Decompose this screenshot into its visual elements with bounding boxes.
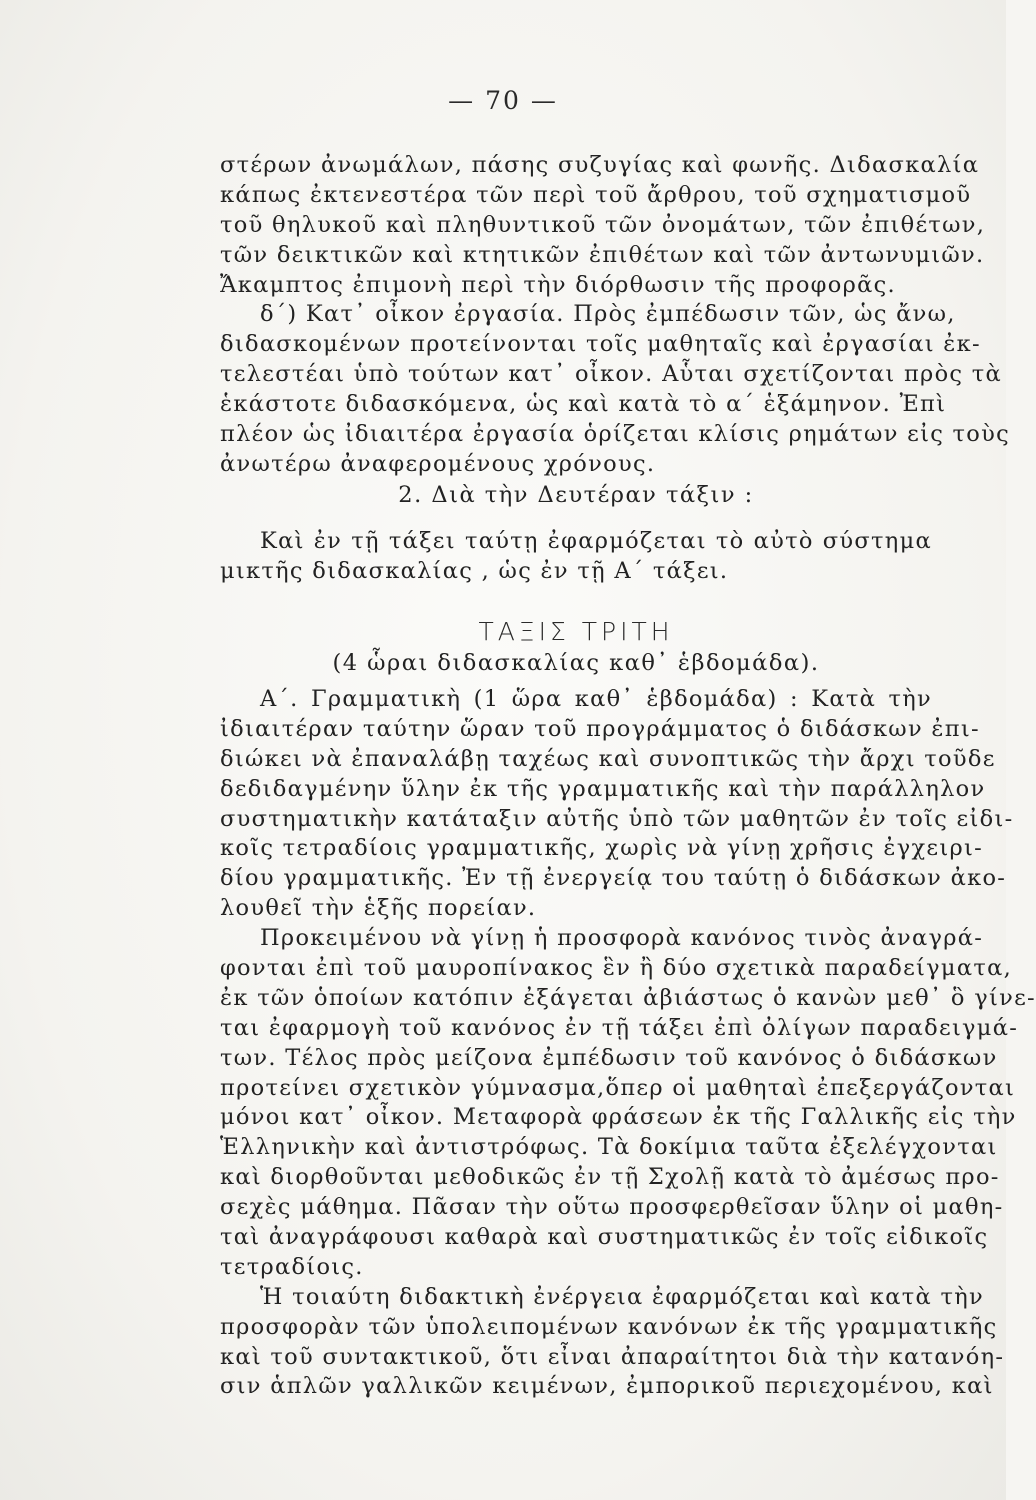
text-line: Ἡ τοιαύτη διδακτικὴ ἐνέργεια ἐφαρμόζεται καὶ κατὰ τὴν bbox=[260, 1283, 984, 1310]
text-line: σιν ἁπλῶν γαλλικῶν κειμένων, ἐμπορικοῦ περιεχομένου, καὶ bbox=[220, 1373, 994, 1400]
text-line: δ΄) Κατ᾽ οἶκον ἐργασία. Πρὸς ἐμπέδωσιν τῶν, ὡς ἄνω, bbox=[260, 301, 956, 328]
text-line: τετραδίοις. bbox=[220, 1253, 364, 1280]
text-line: μικτῆς διδασκαλίας , ὡς ἐν τῇ Α΄ τάξει. bbox=[220, 557, 729, 584]
text-line: μόνοι κατ᾽ οἶκον. Μεταφορὰ φράσεων ἐκ τῆς Γαλλικῆς εἰς τὴν bbox=[220, 1104, 1017, 1131]
text-line: διδασκομένων προτείνονται τοῖς μαθηταῖς καὶ ἐργασίαι ἐκ- bbox=[220, 331, 981, 358]
text-line: των. Τέλος πρὸς μείζονα ἐμπέδωσιν τοῦ κανόνος ὁ διδάσκων bbox=[220, 1044, 998, 1071]
text-line: δίου γραμματικῆς. Ἐν τῇ ἐνεργείᾳ του ταύτῃ ὁ διδάσκων ἀκο- bbox=[220, 865, 1007, 892]
section-subheading: (4 ὧραι διδασκαλίας καθ᾽ ἑβδομάδα). bbox=[332, 650, 820, 676]
text-line: πλέον ὡς ἰδιαιτέρα ἐργασία ὁρίζεται κλίσις ρημάτων εἰς τοὺς bbox=[220, 421, 1011, 448]
paragraph-block-1 bbox=[220, 151, 1011, 480]
text-line: ἑκάστοτε διδασκόμενα, ὡς καὶ κατὰ τὸ α΄ ἑξάμηνον. Ἐπὶ bbox=[220, 391, 947, 418]
text-line: ταὶ ἀναγράφουσι καθαρὰ καὶ συστηματικῶς ἐν τοῖς εἰδικοῖς bbox=[220, 1224, 989, 1251]
text-line: ται ἐφαρμογὴ τοῦ κανόνος ἐν τῇ τάξει ἐπὶ ὀλίγων παραδειγμά- bbox=[220, 1014, 1019, 1041]
text-line: στέρων ἀνωμάλων, πάσης συζυγίας καὶ φωνῆς. Διδασκαλία bbox=[220, 152, 980, 178]
text-line: Προκειμένου νὰ γίνῃ ἡ προσφορὰ κανόνος τινὸς ἀναγρά- bbox=[260, 925, 984, 952]
text-line: Καὶ ἐν τῇ τάξει ταύτῃ ἐφαρμόζεται τὸ αὐτὸ σύστημα bbox=[260, 528, 932, 554]
text-line: τῶν δεικτικῶν καὶ κτητικῶν ἐπιθέτων καὶ τῶν ἀντωνυμιῶν. bbox=[220, 241, 985, 268]
text-line: φονται ἐπὶ τοῦ μαυροπίνακος ἓν ἢ δύο σχετικὰ παραδείγματα, bbox=[220, 955, 1013, 982]
text-line: καὶ διορθοῦνται μεθοδικῶς ἐν τῇ Σχολῇ κατὰ τὸ ἀμέσως προ- bbox=[220, 1164, 1000, 1191]
text-line: κάπως ἐκτενεστέρα τῶν περὶ τοῦ ἄρθρου, τοῦ σχηματισμοῦ bbox=[220, 181, 972, 208]
text-line: προσφορὰν τῶν ὑπολειπομένων κανόνων ἐκ τῆς γραμματικῆς bbox=[220, 1313, 998, 1340]
text-line: ἐκ τῶν ὁποίων κατόπιν ἐξάγεται ἀβιάστως ὁ κανὼν μεθ᾽ ὃ γίνε- bbox=[220, 984, 1036, 1011]
text-line: δεδιδαγμένην ὕλην ἐκ τῆς γραμματικῆς καὶ τὴν παράλληλον bbox=[220, 775, 986, 802]
text-line: ἰδιαιτέραν ταύτην ὥραν τοῦ προγράμματος ὁ διδάσκων ἐπι- bbox=[220, 715, 980, 742]
text-line: προτείνει σχετικὸν γύμνασμα,ὅπερ οἱ μαθηταὶ ἐπεξεργάζονται bbox=[220, 1074, 1016, 1101]
text-line: διώκει νὰ ἐπαναλάβῃ ταχέως καὶ συνοπτικῶς τὴν ἄρχι τοῦδε bbox=[220, 745, 996, 772]
text-line: Ἑλληνικὴν καὶ ἀντιστρόφως. Τὰ δοκίμια ταῦτα ἐξελέγχονται bbox=[220, 1134, 998, 1161]
page-number: — 70 — bbox=[448, 86, 558, 115]
section-label: 2. Διὰ τὴν Δευτέραν τάξιν : bbox=[398, 482, 754, 508]
text-line: λουθεῖ τὴν ἑξῆς πορείαν. bbox=[220, 895, 537, 922]
text-line: Ἄκαμπτος ἐπιμονὴ περὶ τὴν διόρθωσιν τῆς προφορᾶς. bbox=[220, 271, 896, 298]
text-line: συστηματικὴν κατάταξιν αὐτῆς ὑπὸ τῶν μαθητῶν ἐν τοῖς εἰδι- bbox=[220, 805, 1014, 832]
text-line: τοῦ θηλυκοῦ καὶ πληθυντικοῦ τῶν ὀνομάτων, τῶν ἐπιθέτων, bbox=[220, 211, 986, 238]
text-line: κοῖς τετραδίοις γραμματικῆς, χωρὶς νὰ γίνῃ χρῆσις ἐγχειρι- bbox=[220, 835, 984, 862]
paragraph-block-3 bbox=[220, 685, 1036, 1402]
text-line: καὶ τοῦ συντακτικοῦ, ὅτι εἶναι ἀπαραίτητοι διὰ τὴν κατανόη- bbox=[220, 1343, 1005, 1370]
section-heading: ΤΑΞΙΣ ΤΡΙΤΗ bbox=[478, 617, 674, 646]
text-line: τελεστέαι ὑπὸ τούτων κατ᾽ οἶκον. Αὗται σχετίζονται πρὸς τὰ bbox=[220, 361, 1003, 388]
text-line: σεχὲς μάθημα. Πᾶσαν τὴν οὕτω προσφερθεῖσαν ὕλην οἱ μαθη- bbox=[220, 1194, 1004, 1221]
text-line: Α΄. Γραμματικὴ (1 ὥρα καθ᾽ ἑβδομάδα) : Κατὰ τὴν bbox=[260, 686, 932, 712]
text-line: ἀνωτέρω ἀναφερομένους χρόνους. bbox=[220, 450, 656, 477]
paragraph-block-2 bbox=[220, 527, 932, 587]
